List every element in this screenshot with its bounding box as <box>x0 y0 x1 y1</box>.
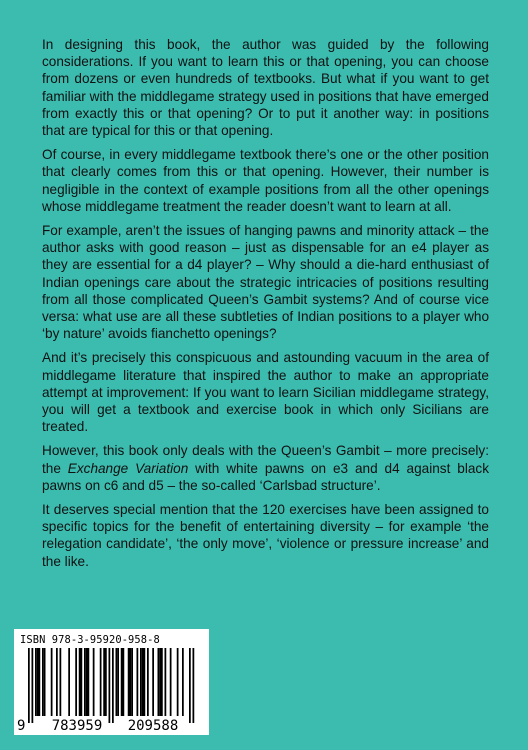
paragraph-1: In designing this book, the author was guided by the following considerations. If you want to learn this or that opening, you can choose from dozens or even hundreds of textbooks. But what if you want to get familiar with the middlegame strategy used in positions that have emerged from exactly this or that opening? Or to put it another way: in positions that are typical for this or that opening. <box>42 37 489 139</box>
paragraph-5-end: with white pawns on e3 and d4 against black pawns on c6 and d5 – the so-called ‘Carlsbad structure’. <box>42 460 489 493</box>
barcode-guard-bar <box>28 648 30 723</box>
barcode-bars <box>28 648 194 723</box>
barcode-bar <box>147 648 149 716</box>
barcode-bar <box>158 648 160 716</box>
paragraph-5 <box>42 442 489 494</box>
barcode-bar <box>128 648 130 716</box>
barcode-guard-bar <box>32 648 34 723</box>
barcode-bar <box>177 648 179 716</box>
paragraph-6: It deserves special mention that the 120 exercises have been assigned to specific topics for the benefit of entertaining diversity – for example ‘the relegation candidate’, ‘the only move’, ‘violence or pressure increase’ and the like. <box>42 502 489 569</box>
barcode-bar <box>44 648 46 716</box>
barcode-first-digit: 9 <box>17 718 26 734</box>
barcode-bar <box>56 648 58 716</box>
barcode-guard-bar <box>109 648 111 723</box>
barcode-bar <box>144 648 146 716</box>
barcode-bar <box>35 648 37 716</box>
barcode-bar <box>84 648 86 716</box>
barcode-bar <box>103 648 105 716</box>
isbn-barcode <box>14 629 209 735</box>
barcode-bar <box>68 648 70 716</box>
barcode-bar <box>81 648 83 716</box>
barcode-right-digits: 209588 <box>127 718 179 734</box>
barcode-bar <box>131 648 133 716</box>
barcode-bar <box>140 648 142 716</box>
barcode-bar <box>37 648 39 716</box>
barcode-bar <box>51 648 53 716</box>
barcode-bar <box>165 648 167 716</box>
barcode-bar <box>39 648 41 716</box>
paragraph-2: Of course, in every middlegame textbook there’s one or the other position that clearly comes from this or that opening. However, their number is negligible in the context of example positions from all the other openings whose middlegame treatment the reader doesn’t want to learn at all. <box>42 147 489 214</box>
barcode-guard-bar <box>112 648 114 723</box>
barcode-bar <box>123 648 125 716</box>
barcode-bar <box>93 648 95 716</box>
barcode-bar <box>142 648 144 716</box>
barcode-bar <box>161 648 163 716</box>
barcode-bar <box>105 648 107 716</box>
barcode-bar <box>79 648 81 716</box>
barcode-bar <box>88 648 90 716</box>
exchange-variation-emphasis: Exchange Variation <box>67 460 189 476</box>
paragraph-3: For example, aren’t the issues of hanging pawns and minority attack – the author asks with good reason – just as dispensable for an e4 player as they are essential for a d4 player? – Why should a die-hard enthusiast of Indian openings care about the strategic intricacies of positions resulting from all those complicated Queen’s Gambit systems? And of course vice versa: what use are all these subtleties of Indian positions to a player who ‘by nature’ avoids fianchetto openings? <box>42 223 489 342</box>
barcode-bar <box>100 648 102 716</box>
barcode-bar <box>121 648 123 716</box>
barcode-graphic <box>14 629 209 735</box>
barcode-bar <box>117 648 119 716</box>
barcode-bar <box>152 648 154 716</box>
paragraph-5-start: However, this book only deals with the Queen’s Gambit – more precisely: the <box>42 443 489 476</box>
barcode-bar <box>130 648 132 716</box>
barcode-bar <box>170 648 172 716</box>
barcode-guard-bar <box>189 648 191 723</box>
barcode-bar <box>116 648 118 716</box>
barcode-bar <box>86 648 88 716</box>
barcode-bar <box>159 648 161 716</box>
barcode-bar <box>60 648 62 716</box>
back-cover-text <box>42 36 489 577</box>
isbn-label: ISBN 978-3-95920-958-8 <box>20 634 160 646</box>
barcode-guard-bar <box>193 648 195 723</box>
barcode-left-digits: 783959 <box>51 718 103 734</box>
barcode-bar <box>75 648 77 716</box>
barcode-bar <box>42 648 44 716</box>
paragraph-4: And it’s precisely this conspicuous and astounding vacuum in the area of middlegame literature that inspired the author to make an appropriate attempt at improvement: If you want to learn Sicilian middlegame strategy, you will get a textbook and exercise book in which only Sicilians are treated. <box>42 350 489 435</box>
barcode-bar <box>137 648 139 716</box>
barcode-bar <box>182 648 184 716</box>
